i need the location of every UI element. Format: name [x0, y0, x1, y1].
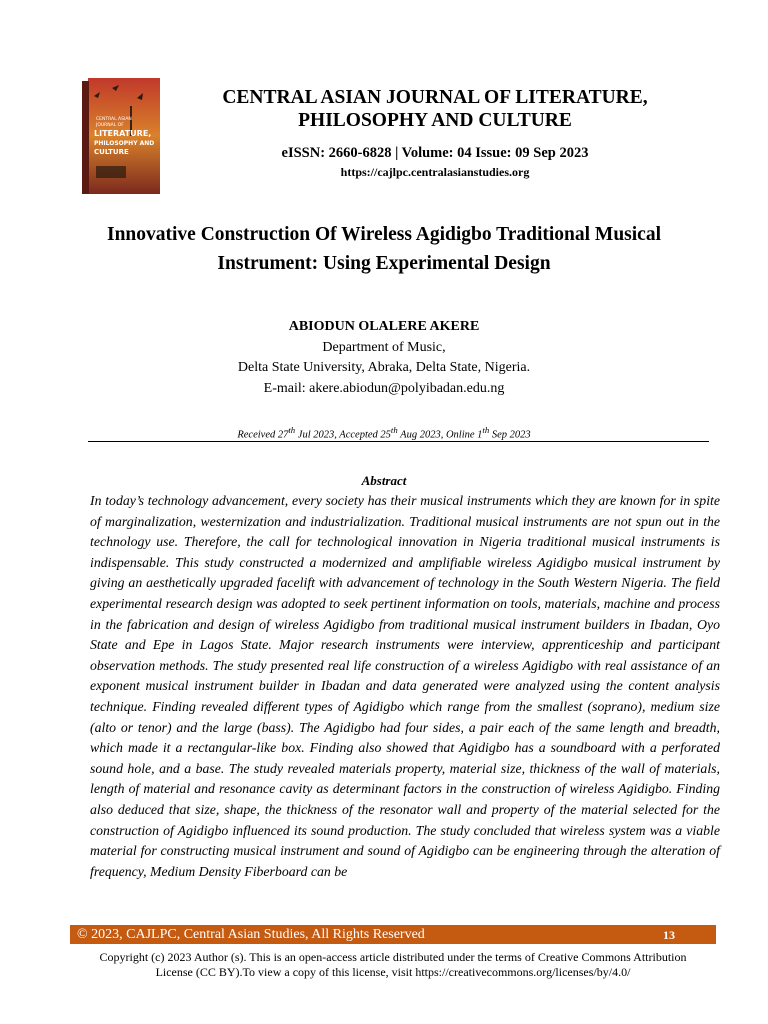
license-line-1: Copyright (c) 2023 Author (s). This is an open-access article distributed under the terms of Creative Commons Attribution [99, 950, 687, 964]
cover-line-1: CENTRAL ASIAN [96, 117, 132, 122]
received-date-suffix: th [288, 425, 296, 435]
journal-url-link[interactable]: https://cajlpc.centralasianstudies.org [340, 165, 530, 179]
paper-title-line-1: Innovative Construction Of Wireless Agidigbo Traditional Musical [106, 224, 661, 245]
author-department: Department of Music, [322, 339, 446, 355]
cover-line-2: JOURNAL OF [96, 123, 124, 128]
issn-volume-line: eISSN: 2660-6828 | Volume: 04 Issue: 09 Sep 2023 [281, 145, 589, 161]
cover-line-4: PHILOSOPHY AND [94, 140, 155, 147]
accepted-date-text: Jul 2023, Accepted 25 [295, 429, 391, 441]
cover-line-5: CULTURE [94, 148, 129, 156]
license-line-2[interactable]: License (CC BY).To view a copy of this license, visit https://creativecommons.org/licenses/by/4.0/ [155, 965, 631, 979]
journal-title [170, 86, 700, 132]
abstract-heading: Abstract [361, 473, 407, 488]
cover-line-3: LITERATURE, [94, 129, 152, 138]
journal-cover-image [82, 78, 162, 194]
journal-title-line-2: PHILOSOPHY AND CULTURE [298, 110, 572, 131]
paper-title-line-2: Instrument: Using Experimental Design [217, 253, 551, 274]
online-date-rest: Sep 2023 [489, 429, 531, 441]
author-institution: Delta State University, Abraka, Delta State, Nigeria. [237, 360, 531, 375]
received-date-text: Received 27 [237, 429, 289, 441]
footer-copyright-text: © 2023, CAJLPC, Central Asian Studies, All Rights Reserved [77, 927, 425, 942]
journal-title-line-1: CENTRAL ASIAN JOURNAL OF LITERATURE, [222, 87, 648, 108]
publication-dates [60, 425, 708, 441]
abstract-body: In today’s technology advancement, every society has their musical instruments which they are known for in spite of marginalization, westernization and industrialization. Traditional musical instruments are not spun out in the technology use. Therefore, the call for technological innovation in Nigeria traditional musical instruments is indispensable. This study constructed a modernized and amplifiable wireless Agidigbo musical instrument by giving an aesthetically upgraded facelift with advancement of technology in the South Western Nigeria. The field experimental research design was adopted to seek pertinent information on tools, materials, machine and process in the fabrication and design of wireless Agidigbo from traditional musical instrument builders in Ibadan, Oyo State and Epe in Lagos State. Major research instruments were interview, apprenticeship and participant observation methods. The study presented real life construction of a wireless Agidigbo with real assistance of an exponent musical instrument builder in Ibadan and data generated were analyzed using the content analysis technique. Finding revealed different types of Agidigbo which range from the smallest (soprano), medium size (alto or tenor) and the large (bass). The Agidigbo had four sides, a pair each of the same length and breadth, which made it a rectangular-like box. Finding also showed that Agidigbo has a soundboard with a perforated sound hole, and a base. The study revealed materials property, material size, thickness of the wall of materials, length of material and resonance cavity as determinant factors in the construction of wireless Agidigbo. Finding also deduced that size, shape, the thickness of the resonator wall and property of the material selected for the construction of Agidigbo influenced its sound production. The study concluded that wireless system was a viable material for constructing musical instrument and sound of Agidigbo can be engineering through the alteration of frequency, Medium Density Fiberboard can be [90, 493, 720, 879]
author-name: ABIODUN OLALERE AKERE [288, 319, 480, 334]
footer-copyright-bar [70, 925, 716, 944]
online-date-text: Aug 2023, Online 1 [397, 429, 483, 441]
page-number: 13 [663, 928, 675, 942]
online-date-suffix: th [482, 425, 490, 435]
paper-title [60, 220, 708, 278]
author-block [60, 317, 708, 399]
license-notice [70, 950, 716, 980]
header-divider [88, 441, 709, 442]
author-email[interactable]: E-mail: akere.abiodun@polyibadan.edu.ng [263, 380, 505, 396]
accepted-date-suffix: th [390, 425, 398, 435]
